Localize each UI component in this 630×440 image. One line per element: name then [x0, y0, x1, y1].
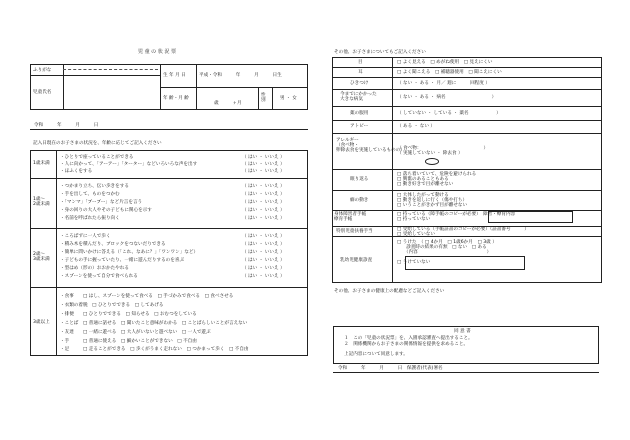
row-label-allowance: 特別児童扶養手当 — [336, 229, 373, 234]
yes-no-choice[interactable]: （ はい ・ いいえ ） — [242, 162, 285, 167]
row-label-sleep: 眠り返る — [350, 177, 369, 182]
row-value-allergy[interactable]: （ 食べ物： ） （ 実施していない ・ 除去食 ） — [397, 146, 489, 156]
right-intro: その他、お子さまについてもご記入ください — [334, 50, 426, 55]
child-name-label: 児童氏名 — [33, 90, 52, 95]
section-label-1: 1歳未満 — [33, 161, 50, 166]
dob-value[interactable]: 平成・令和 年 月 日生 — [199, 73, 282, 78]
checkup-detail-box[interactable] — [405, 256, 525, 270]
row-label-seizure: ひきつけ — [350, 81, 369, 86]
sex-label: 性 別 — [261, 93, 266, 103]
section-item: ・スプーンを使って自分で食べられる — [60, 274, 138, 279]
row-value-behavior[interactable]: □ 大体したがって動ける □ 動きを返しに行く（傷や打ち） □ いうことがきかず目が離せない — [397, 193, 468, 208]
yes-no-choice[interactable]: （ はい ・ いいえ ） — [242, 155, 285, 160]
section-item: ・積み木を積んだり、ブロックをつないだりできる — [60, 242, 166, 247]
section-item[interactable]: ・排便 □ ひとりでできる □ 知らせる □ おむつをしている — [60, 312, 197, 317]
row-label-allergy: アレルギー （食べ物・ 卵除去食を実施しているものの） — [336, 138, 405, 153]
row-label-atopy: アトピー — [350, 124, 369, 129]
section-item: ・ひとりで座っていることができる — [60, 155, 134, 160]
consent-line-1: １ この「児童の状況票」を、入園承認審査へ提出すること。 — [344, 336, 473, 341]
section-label-3: 2歳～ 3歳未満 — [33, 252, 50, 262]
yes-no-choice[interactable]: （ はい ・ いいえ ） — [242, 216, 285, 221]
yes-no-choice[interactable]: （ はい ・ いいえ ） — [242, 200, 285, 205]
other-note: その他、お子さまの健康上の配慮などご記入ください — [334, 289, 445, 294]
row-value-atopy[interactable]: （ ある ・ ない ） — [397, 124, 435, 129]
row-value-seizure[interactable]: （ ない ・ ある ・ 月／ 週に 回程度 ） — [397, 81, 490, 86]
yes-no-choice[interactable]: （ はい ・ いいえ ） — [242, 258, 285, 263]
yes-no-choice[interactable]: （ はい ・ いいえ ） — [242, 208, 285, 213]
section-item[interactable]: ・足 □ 走ることができる □ 歩くがうまく走れない □ つかまって歩く □ 不自由 — [60, 347, 249, 352]
row-label-handbook: 身体障害者手帳 療育手帳 — [334, 212, 367, 222]
row-label-illness: 今までにかかった 大きな病気 — [340, 92, 377, 102]
row-value-allowance[interactable]: □ 受給している（手帳証書のコピーが必要）（証書番号 ） □ 受給していない — [397, 227, 529, 237]
row-label-behavior: 癖の動き — [350, 198, 369, 203]
record-date[interactable]: 令和 年 月 日 — [34, 123, 99, 128]
section-item: ・人に向かって、「アーアー」「ターター」などいろいろな声を出す — [60, 162, 198, 167]
furigana-label: ふりがな — [33, 68, 52, 73]
yes-no-choice[interactable]: （ はい ・ いいえ ） — [242, 266, 285, 271]
intro-text: 記入日現在のお子さまの状況を、年齢に応じてご記入ください — [33, 141, 162, 146]
row-value-eye[interactable]: □ よく見える □ めがね使用 □ 見えにくい — [397, 60, 493, 65]
age-value[interactable]: 歳 ヶ月 — [214, 101, 242, 106]
row-label-checkup: 乳幼児健康診査 — [340, 258, 373, 263]
section-item: ・身の回りの大人やその子どもに関心を示す — [60, 208, 152, 213]
row-label-eye: 目 — [358, 60, 363, 65]
consent-signature[interactable]: 令和 年 月 日 保護者(代表)署名 — [338, 366, 443, 371]
yes-no-choice[interactable]: （ はい ・ いいえ ） — [242, 169, 285, 174]
yes-no-choice[interactable]: （ はい ・ いいえ ） — [242, 242, 285, 247]
yes-no-choice[interactable]: （ はい ・ いいえ ） — [242, 234, 285, 239]
yes-no-choice[interactable]: （ はい ・ いいえ ） — [242, 250, 285, 255]
section-label-2: 1歳～ 2歳未満 — [33, 197, 50, 207]
section-item[interactable]: ・手 □ 普通に使える □ 細かいことができない □ 不自由 — [60, 339, 197, 344]
section-item: ・手を出して、ものをつかむ — [60, 192, 120, 197]
section-item: ・名前を呼ばれたら振り向く — [60, 216, 120, 221]
child-name-field[interactable] — [64, 77, 159, 109]
age-label: 年 齢・月 齢 — [163, 96, 189, 101]
consent-title: 同 意 書 — [454, 329, 471, 334]
row-value-sleep[interactable]: □ 落ち着いていて、危険を避けられる □ 興奮のあることもある □ 動き好きで目が離せない — [397, 172, 477, 187]
section-item[interactable]: ・友達 □ 一緒に遊べる □ 大人がいないと遊べない □ 一人で遊ぶ — [60, 330, 211, 335]
section-item: ・簡単に問いかけに答える（「これ、なあに？」「ワンワン」など） — [60, 250, 199, 255]
row-value-illness[interactable]: （ ない ・ ある ・ 病名 ） — [397, 95, 497, 100]
dob-label: 生 年 月 日 — [163, 73, 186, 78]
section-item: ・「マンマ」「ブーブー」など片言を言う — [60, 200, 143, 205]
handbook-detail-box[interactable] — [488, 211, 573, 223]
section-item: ・つかまり立ち、伝い歩きをする — [60, 184, 129, 189]
page-title: 児 童 の 状 況 票 — [138, 49, 176, 55]
section-item: ・ころばずに一人で歩く — [60, 234, 111, 239]
yes-no-choice[interactable]: （ はい ・ いいえ ） — [242, 192, 285, 197]
section-label-4: 3歳以上 — [33, 320, 50, 325]
section-item[interactable]: ・食事 □ はし、スプーンを使って食べる □ 手づかみで食べる □ 食べさせる — [60, 294, 234, 299]
allergy-circle — [425, 158, 439, 165]
row-label-ear: 耳 — [358, 70, 363, 75]
yes-no-choice[interactable]: （ はい ・ いいえ ） — [242, 274, 285, 279]
row-label-medicine: 薬の服用 — [350, 111, 369, 116]
consent-line-2: ２ 関係機関からお子さまの関係情報を提供を求めること。 — [344, 342, 469, 347]
yes-no-choice[interactable]: （ はい ・ いいえ ） — [242, 184, 285, 189]
section-item[interactable]: ・ことば □ 普通に話せる □ 聞いたこと意味がわかる □ ことばらしいことが言えない — [60, 321, 248, 326]
section-item: ・ほふくをする — [60, 169, 93, 174]
row-value-handbook[interactable]: □ 持っている（障手帳のコピーが必要） 障害・療育内容 □ 持っていない — [397, 212, 516, 222]
row-value-ear[interactable]: □ よく聞こえる □ 補聴器使用 □ 聞こえにくい — [397, 70, 502, 75]
sex-value[interactable]: 男 ・ 女 — [280, 96, 297, 101]
row-value-medicine[interactable]: （ していない ・ している ・ 薬名 ） — [397, 111, 501, 116]
row-value-checkup[interactable]: □ うけた （ □ 4か月 □ 1歳6か月 □ 3歳 ） 診査時の結果の有無 □ ない □ ある （内容 ） □ うけていない — [397, 240, 497, 265]
section-item: ・型はめ（形の）おおかたやれる — [60, 266, 129, 271]
section-item[interactable]: ・衣類の着脱 □ ひとりでできる □ してあげる — [60, 303, 164, 308]
consent-line-3: 上記内容について同意します。 — [344, 352, 408, 357]
section-item: ・子どもの手に握っていたり、一緒に遊んだりするのを喜ぶ — [60, 258, 185, 263]
